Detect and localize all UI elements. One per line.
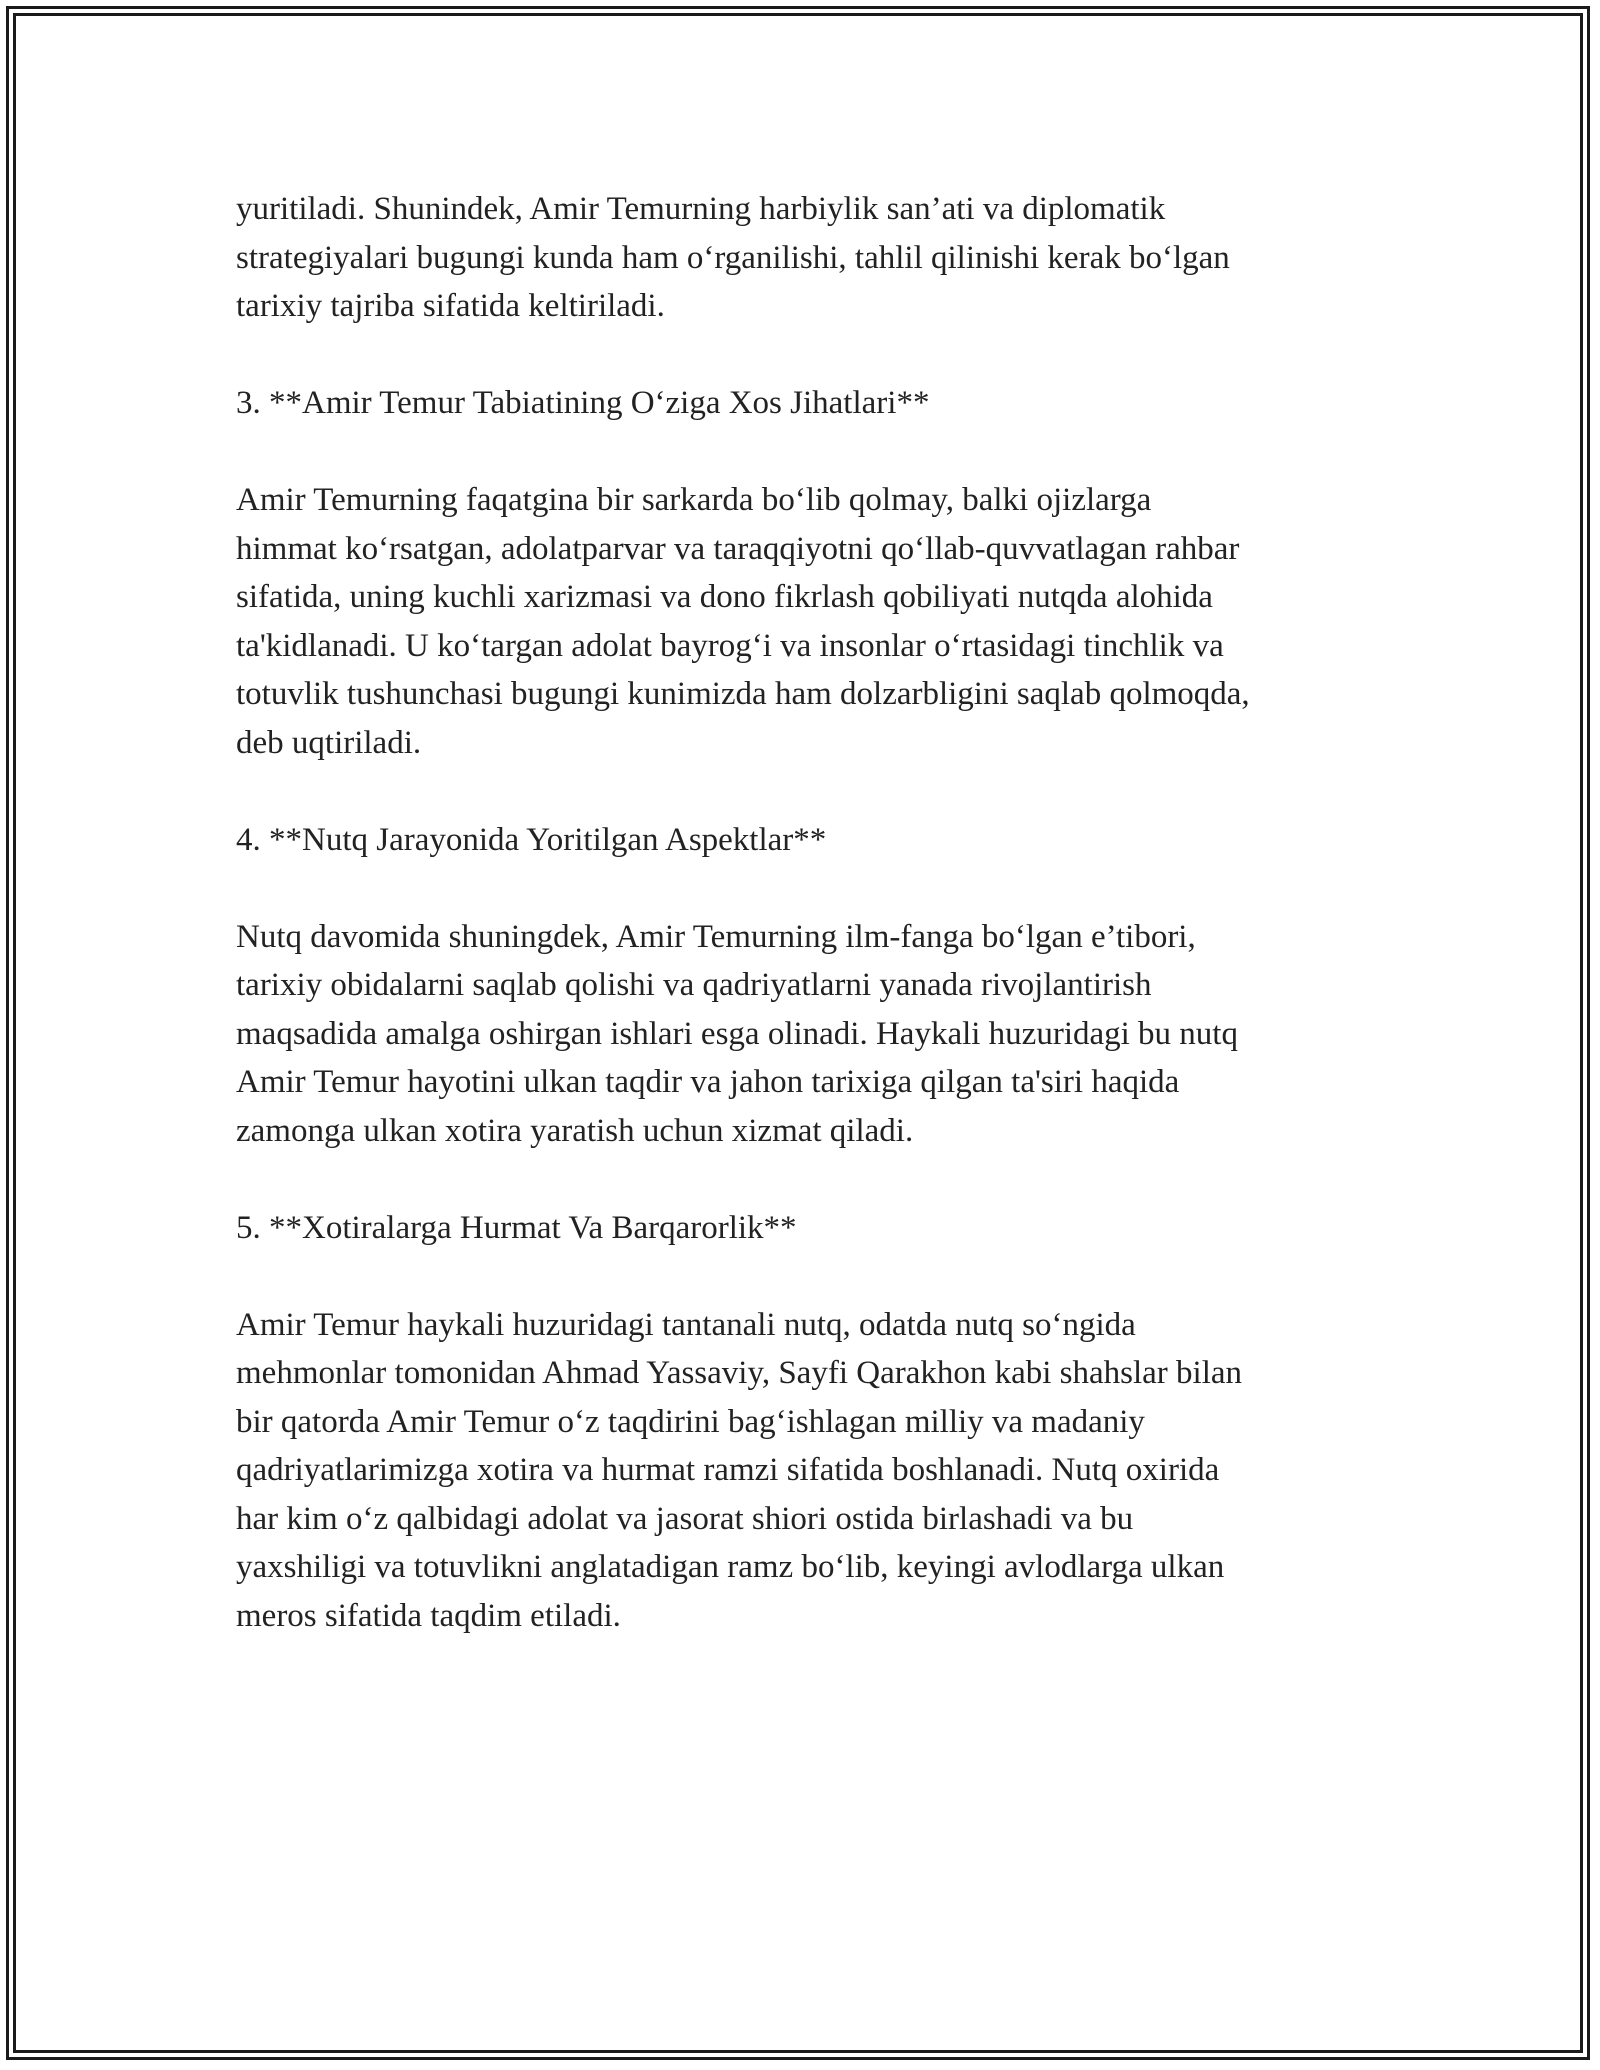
section-heading-5: 5. **Xotiralarga Hurmat Va Barqarorlik** — [236, 1209, 797, 1246]
document-body — [236, 185, 1386, 1689]
section-body-4: Nutq davomida shuningdek, Amir Temurning ilm-fanga bo‘lgan e’tibori, tarixiy obidalarni saqlab qolishi va qadriyatlarni yanada rivojlantirish maqsadida amalga oshirgan ishlari esga olinadi. Haykali huzuridagi bu nutq Amir Temur hayotini ulkan taqdir va jahon tarixiga qilgan ta'siri haqida zamonga ulkan xotira yaratish uchun xizmat qiladi. — [236, 918, 1238, 1149]
section-heading-3: 3. **Amir Temur Tabiatining O‘ziga Xos Jihatlari** — [236, 385, 930, 421]
section-body-3: Amir Temurning faqatgina bir sarkarda bo‘lib qolmay, balki ojizlarga himmat ko‘rsatgan, adolatparvar va taraqqiyotni qo‘llab-quvvatlagan rahbar sifatida, uning kuchli xarizmasi va dono fikrlash qobiliyati nutqda alohida ta'kidlanadi. U ko‘targan adolat bayrog‘i va insonlar o‘rtasidagi tinchlik va totuvlik tushunchasi bugungi kunimizda ham dolzarbligini saqlab qolmoqda, deb uqtiriladi. — [236, 482, 1250, 761]
intro-paragraph: yuritiladi. Shunindek, Amir Temurning harbiylik san’ati va diplomatik strategiyalari bugungi kunda ham o‘rganilishi, tahlil qilinishi kerak bo‘lgan tarixiy tajriba sifatida keltiriladi. — [236, 191, 1230, 324]
section-body-5: Amir Temur haykali huzuridagi tantanali nutq, odatda nutq so‘ngida mehmonlar tomonidan Ahmad Yassaviy, Sayfi Qarakhon kabi shahslar bilan bir qatorda Amir Temur o‘z taqdirini bag‘ishlagan milliy va madaniy qadriyatlarimizga xotira va hurmat ramzi sifatida boshlanadi. Nutq oxirida har kim o‘z qalbidagi adolat va jasorat shiori ostida birlashadi va bu yaxshiligi va totuvlikni anglatadigan ramz bo‘lib, keyingi avlodlarga ulkan meros sifatida taqdim etiladi. — [236, 1306, 1243, 1634]
section-heading-4: 4. **Nutq Jarayonida Yoritilgan Aspektlar** — [236, 821, 827, 858]
